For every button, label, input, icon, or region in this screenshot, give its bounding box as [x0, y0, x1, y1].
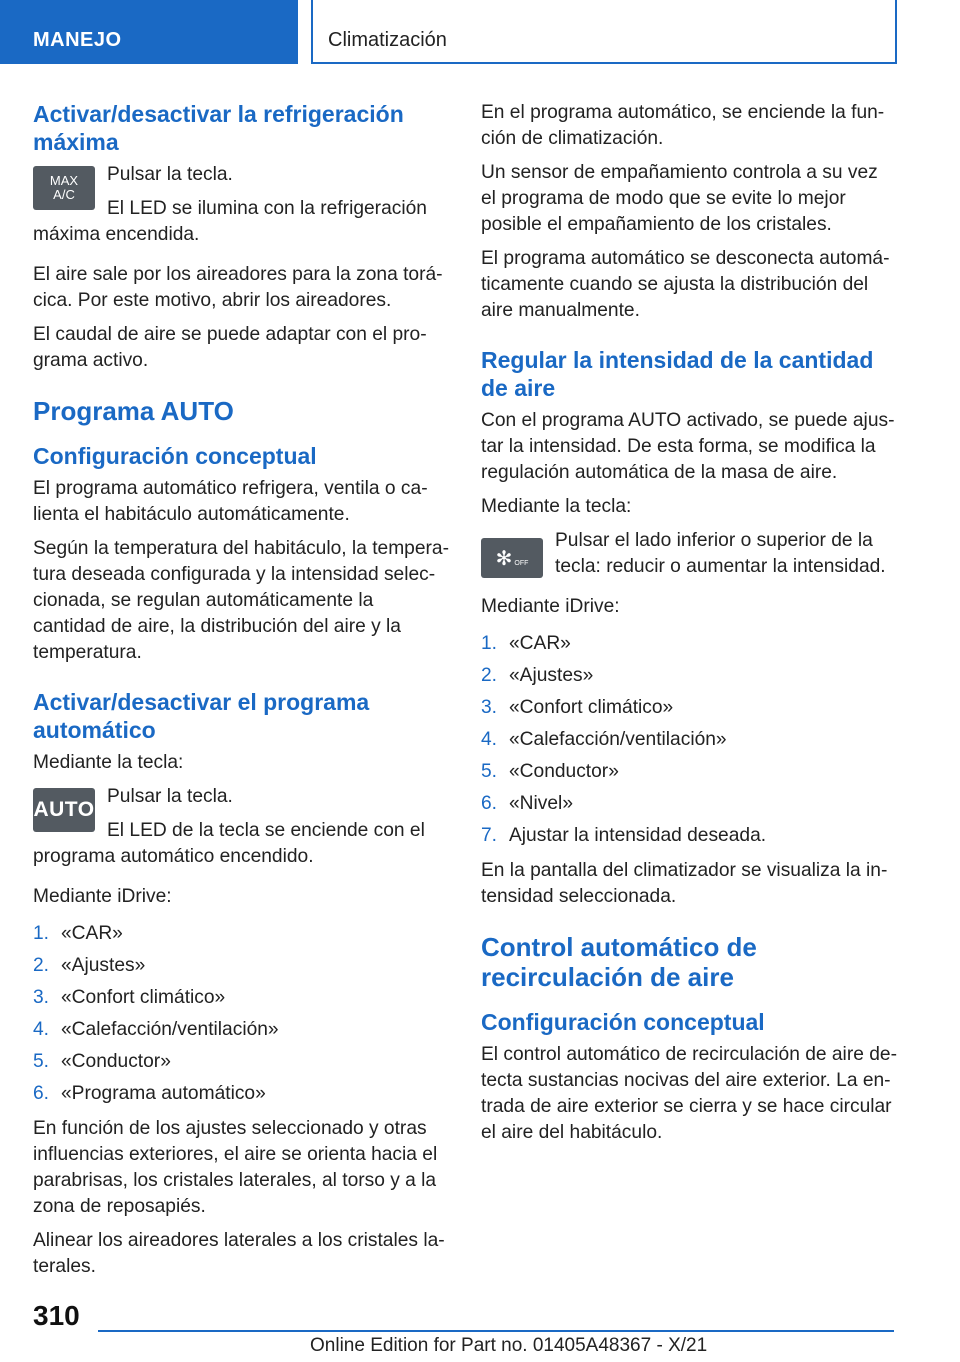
max-led-text-a: El LED se ilumina con la refrigeración	[107, 198, 427, 219]
list-item: 7. Ajustar la intensidad deseada.	[481, 825, 767, 846]
heading-toggle-auto: Activar/desactivar el programa automático	[33, 689, 370, 743]
footer-edition: Online Edition for Part no. 01405A48367 - X/21	[310, 1335, 708, 1356]
fan-icon: ✻	[495, 547, 513, 570]
recirculation-paragraph: El control automático de recirculación de aire detecta sustancias nocivas del aire exterior. La entrada de aire exterior se cierra y se hace circular el aire del habitáculo.	[481, 1044, 897, 1143]
right-paragraph-3: El programa automático se desconecta automáticamente cuando se ajusta la distribución del aire manualmente.	[481, 248, 890, 321]
idrive-steps-list	[33, 918, 449, 1110]
toggle-led-text-a: El LED de la tecla se enciende con el	[107, 820, 425, 841]
list-item: 6. «Programa automático»	[33, 1083, 266, 1104]
auto-key-icon	[33, 788, 95, 832]
intensity-step-press: Pulsar el lado inferior o superior de la tecla: reducir o aumentar la intensidad.	[555, 530, 886, 577]
max-step-press: Pulsar la tecla.	[107, 164, 233, 185]
maxac-key-row	[33, 162, 449, 222]
toggle-via-idrive: Mediante iDrive:	[33, 886, 172, 907]
max-ac-key-label: MAX A/C	[49, 173, 79, 202]
toggle-via-key: Mediante la tecla:	[33, 752, 184, 773]
list-item: 6. «Nivel»	[481, 793, 573, 814]
list-item: 3. «Confort climático»	[33, 987, 226, 1008]
heading-auto-program: Programa AUTO	[33, 396, 234, 426]
list-item: 2. «Ajustes»	[33, 955, 146, 976]
max-paragraph-flow: El caudal de aire se puede adaptar con el programa activo.	[33, 324, 427, 371]
list-item: 5. «Conductor»	[33, 1051, 171, 1072]
after-paragraph-2: Alinear los aireadores laterales a los cristales laterales.	[33, 1230, 445, 1277]
fan-key-row	[481, 528, 897, 580]
max-led-text-b: máxima encendida.	[33, 224, 200, 245]
max-paragraph-air: El aire sale por los aireadores para la zona torácica. Por este motivo, abrir los aireadores.	[33, 264, 443, 311]
heading-recirculation: Control automático de recirculación de aire	[481, 932, 757, 992]
heading-intensity: Regular la intensidad de la cantidad de aire	[481, 347, 874, 401]
header-section-tab	[0, 0, 298, 64]
heading-concept-2: Configuración conceptual	[481, 1009, 765, 1035]
list-item: 1. «CAR»	[33, 923, 123, 944]
right-paragraph-2: Un sensor de empañamiento controla a su vez el programa de modo que se evite lo mejor posible el empañamiento de los cristales.	[481, 162, 878, 235]
after-paragraph-1: En función de los ajustes seleccionado y otras influencias exteriores, el aire se orienta hacia el parabrisas, los cristales laterales, al torso y a la zona de reposapiés.	[33, 1118, 438, 1217]
intensity-via-idrive: Mediante iDrive:	[481, 596, 620, 617]
toggle-step-press: Pulsar la tecla.	[107, 786, 233, 807]
intensity-paragraph-1: Con el programa AUTO activado, se puede ajustar la intensidad. De esta forma, se modifica la regulación automática de la masa de aire.	[481, 410, 895, 483]
auto-key-label: AUTO	[33, 798, 95, 821]
footer-divider	[98, 1330, 894, 1332]
toggle-led-text-b: programa automático encendido.	[33, 846, 314, 867]
concept-paragraph-1: El programa automático refrigera, ventila o calienta el habitáculo automáticamente.	[33, 478, 428, 525]
heading-max-cooling: Activar/desactivar la refrigeración máxima	[33, 101, 404, 155]
page-number: 310	[33, 1300, 80, 1331]
left-column	[33, 100, 449, 1288]
max-ac-key-icon	[33, 166, 95, 210]
list-item: 4. «Calefacción/ventilación»	[33, 1019, 279, 1040]
auto-key-row	[33, 784, 449, 844]
list-item: 4. «Calefacción/ventilación»	[481, 729, 727, 750]
list-item: 1. «CAR»	[481, 633, 571, 654]
intensity-steps-list	[481, 628, 897, 852]
list-item: 3. «Confort climático»	[481, 697, 674, 718]
header-chapter-tab	[311, 0, 897, 64]
header-chapter-label: Climatización	[328, 29, 447, 51]
concept-paragraph-2: Según la temperatura del habitáculo, la temperatura deseada configurada y la intensidad seleccionada, se regulan automáticamente la cantidad de aire, la distribución del aire y la temperatura.	[33, 538, 449, 663]
fan-key-off-label: OFF	[514, 559, 529, 567]
right-paragraph-1: En el programa automático, se enciende la función de climatización.	[481, 102, 885, 149]
intensity-paragraph-display: En la pantalla del climatizador se visualiza la intensidad seleccionada.	[481, 860, 888, 907]
list-item: 5. «Conductor»	[481, 761, 619, 782]
intensity-via-key: Mediante la tecla:	[481, 496, 632, 517]
list-item: 2. «Ajustes»	[481, 665, 594, 686]
right-column	[481, 100, 897, 1154]
heading-concept: Configuración conceptual	[33, 443, 317, 469]
header-section-label: MANEJO	[33, 29, 122, 51]
fan-key-icon	[481, 538, 543, 578]
